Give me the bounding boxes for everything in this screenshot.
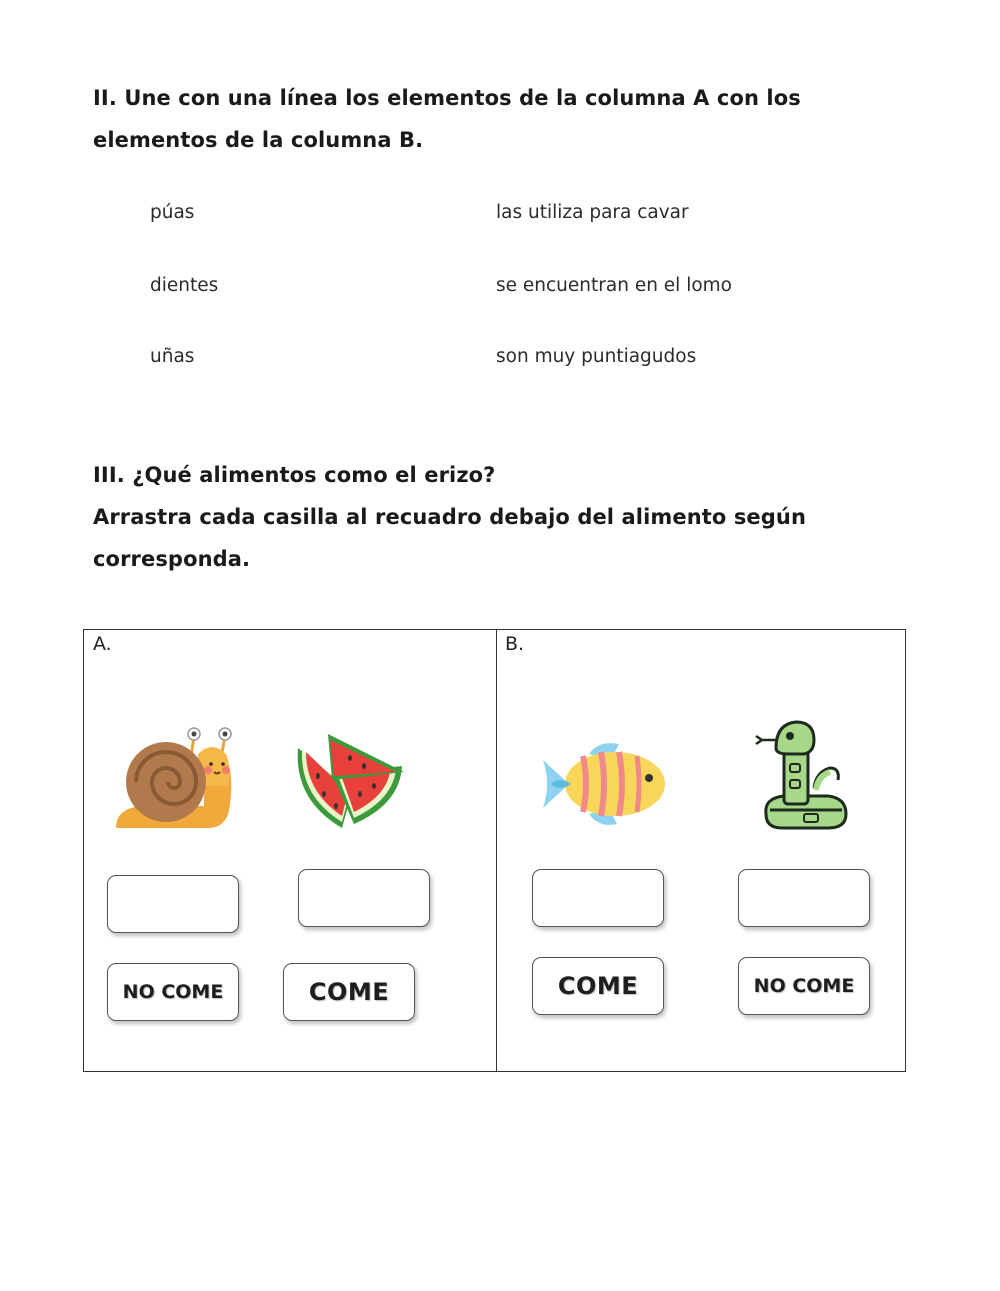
tag-no-come[interactable]: NO COME <box>107 963 239 1021</box>
tag-come[interactable]: COME <box>532 957 664 1015</box>
match-row <box>0 202 1000 232</box>
table-divider <box>496 630 497 1071</box>
tag-no-come[interactable]: NO COME <box>738 957 870 1015</box>
column-a-item: dientes <box>150 275 219 296</box>
match-row <box>0 346 1000 376</box>
column-a-item: uñas <box>150 346 195 367</box>
cell-label-b: B. <box>505 633 525 655</box>
food-table <box>83 629 906 1072</box>
column-a-item: púas <box>150 202 195 223</box>
section-3-title: III. ¿Qué alimentos como el erizo? <box>93 463 496 487</box>
match-row <box>0 275 1000 305</box>
drop-box-snake[interactable] <box>738 869 870 927</box>
drop-box-watermelon[interactable] <box>298 869 430 927</box>
drop-box-fish[interactable] <box>532 869 664 927</box>
column-b-item: las utiliza para cavar <box>496 202 689 223</box>
column-b-item: son muy puntiagudos <box>496 346 697 367</box>
snake-icon <box>754 718 854 832</box>
cell-label-a: A. <box>93 633 112 655</box>
section-3-instructions: Arrastra cada casilla al recuadro debajo del alimento según corresponda. <box>93 505 807 571</box>
fish-icon <box>539 740 669 828</box>
tag-come[interactable]: COME <box>283 963 415 1021</box>
snail-icon <box>112 724 238 834</box>
column-b-item: se encuentran en el lomo <box>496 275 733 296</box>
drop-box-snail[interactable] <box>107 875 239 933</box>
watermelon-icon <box>292 730 410 832</box>
section-2-heading: II. Une con una línea los elementos de la columna A con los elementos de la columna B. <box>93 86 801 152</box>
section-3-heading <box>93 454 913 580</box>
